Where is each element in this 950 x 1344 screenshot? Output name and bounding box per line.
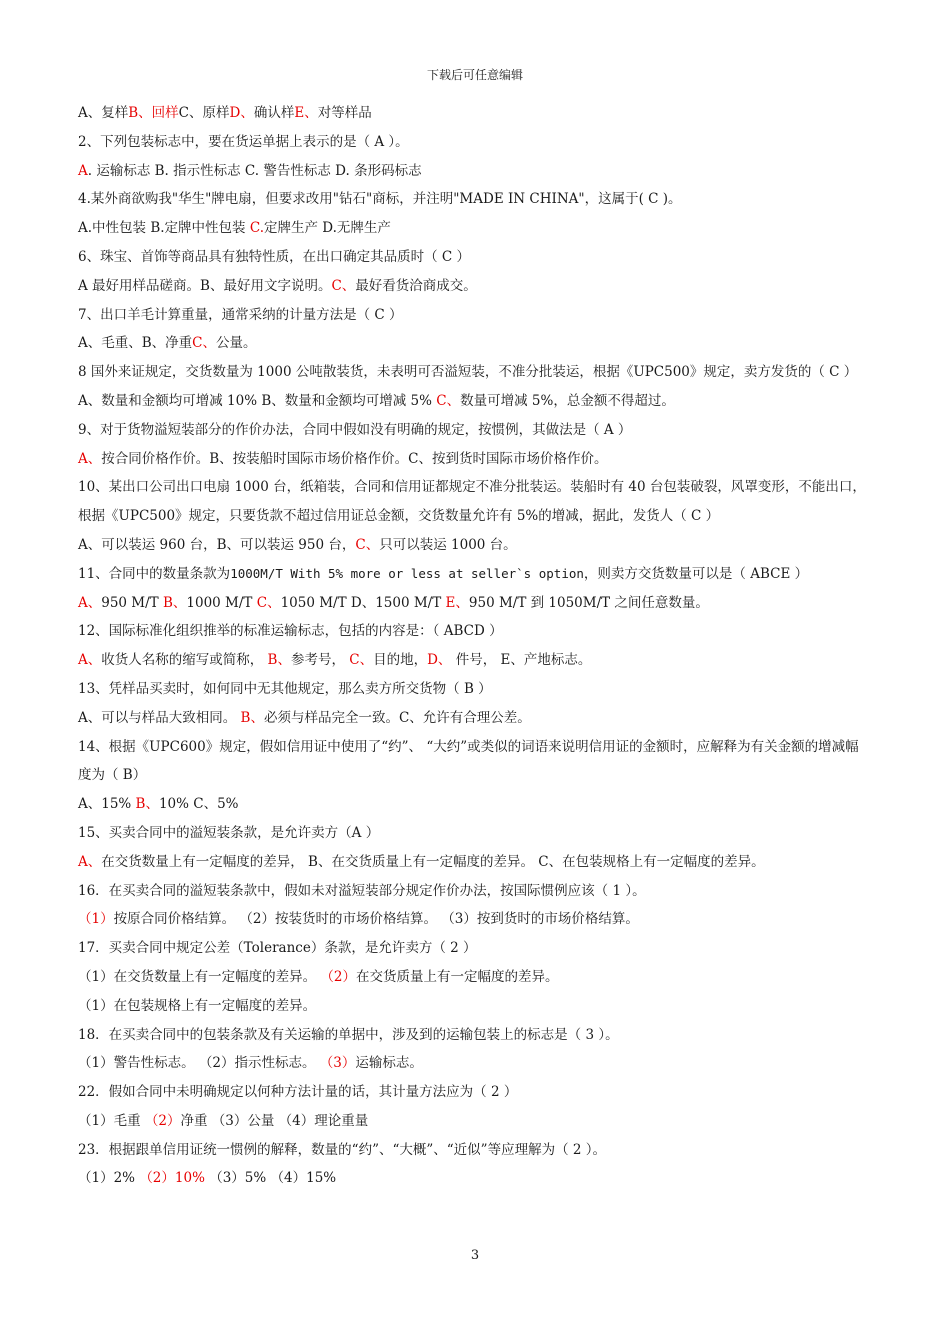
text-segment: 23．根据跟单信用证统一惯例的解释，数量的“约”、“大概”、“近似”等应理解为（ 2 ）。	[78, 1141, 607, 1158]
question-line	[78, 934, 868, 963]
text-segment: 只可以装运 1000 台。	[379, 536, 517, 553]
highlighted-answer: C.	[249, 220, 264, 237]
question-line	[78, 272, 868, 301]
text-segment: （1）在包装规格上有一定幅度的差异。	[78, 997, 317, 1014]
text-segment: 4.某外商欲购我"华生"牌电扇，但要求改用"钻石"商标，并注明"MADE IN CHINA"，这属于( C )。	[78, 191, 682, 208]
text-segment: 必须与样品完全一致。C、允许有合理公差。	[263, 709, 531, 726]
text-segment: 8 国外来证规定，交货数量为 1000 公吨散装货，未表明可否溢短装，不准分批装运，根据《UPC500》规定，卖方发货的（ C ）	[78, 364, 858, 381]
highlighted-answer: C、	[192, 335, 217, 352]
text-segment: 950 M/T	[101, 594, 163, 611]
text-segment: 1000M/T With 5% more or less at seller`s option	[230, 565, 584, 581]
question-line	[78, 1164, 868, 1193]
text-segment: 最好看货洽商成交。	[355, 277, 477, 294]
highlighted-answer: A、	[78, 853, 102, 870]
question-line	[78, 99, 868, 128]
highlighted-answer: A、	[78, 652, 102, 669]
highlighted-answer: B、	[162, 594, 187, 611]
question-line	[78, 646, 868, 675]
text-segment: A、毛重、B、净重	[78, 335, 193, 352]
highlighted-answer: A	[78, 162, 88, 179]
question-line	[78, 1107, 868, 1136]
text-segment: 数量可增减 5%，总金额不得超过。	[460, 392, 675, 409]
highlighted-answer: B、	[240, 709, 264, 726]
text-segment: 确认样	[253, 105, 295, 121]
highlighted-answer: B、	[135, 796, 159, 813]
question-line	[78, 560, 868, 589]
highlighted-answer: （1）	[78, 911, 114, 928]
question-line	[78, 992, 868, 1021]
page-header: 下载后可任意编辑	[426, 68, 523, 82]
question-line	[78, 329, 868, 358]
highlighted-answer: （2）	[320, 968, 356, 985]
highlighted-answer: C、	[256, 594, 281, 611]
text-segment: 9、对于货物溢短装部分的作价办法，合同中假如没有明确的规定，按惯例，其做法是（ A ）	[78, 421, 632, 438]
text-segment: 净重 （3）公量 （4）理论重量	[180, 1112, 369, 1129]
text-segment: A.中性包装 B.定牌中性包装	[78, 220, 250, 237]
text-segment: 在交货质量上有一定幅度的差异。	[355, 968, 559, 985]
highlighted-answer: C、	[355, 536, 380, 553]
text-segment: C、原样	[178, 105, 230, 121]
text-segment: 10、某出口公司出口电扇 1000 台，纸箱装，合同和信用证都规定不准分批装运。装船时有 40 台包装破裂，风罩变形，不能出口，根据《UPC500》规定，只要货款不超过信用证总金额，交货数量允许有 5%的增减，据此，发货人（ C ）	[78, 479, 866, 525]
question-line	[78, 301, 868, 330]
question-line	[78, 1136, 868, 1165]
text-segment: （3）5% （4）15%	[204, 1170, 337, 1187]
question-line	[78, 416, 868, 445]
text-segment: 定牌生产 D.无牌生产	[263, 220, 391, 237]
text-segment: 对等样品	[317, 105, 372, 121]
text-segment: 10% C、5%	[158, 796, 239, 813]
text-segment: 22．假如合同中未明确规定以何种方法计量的话，其计量方法应为（ 2 ）	[78, 1084, 518, 1101]
question-line	[78, 1021, 868, 1050]
text-segment: 17．买卖合同中规定公差（Tolerance）条款，是允许卖方（ 2 ）	[78, 940, 477, 957]
question-line	[78, 387, 868, 416]
question-line	[78, 675, 868, 704]
text-segment: A、复样	[78, 105, 129, 121]
highlighted-answer: D、	[229, 105, 254, 121]
page-number: 3	[470, 1248, 480, 1263]
text-segment: A 最好用样品磋商。B、最好用文字说明。	[78, 277, 332, 294]
text-segment: 2、下列包装标志中，要在货运单据上表示的是（ A ）。	[78, 133, 409, 150]
text-segment: A、可以装运 960 台，B、可以装运 950 台，	[78, 536, 356, 553]
highlighted-answer: （3）	[319, 1055, 356, 1072]
text-segment: ，则卖方交货数量可以是（ ABCE ）	[583, 565, 809, 582]
highlighted-answer: （2）10%	[139, 1170, 205, 1187]
text-segment: 14、根据《UPC600》规定，假如信用证中使用了“约”、 “大约”或类似的词语来说明信用证的金额时，应解释为有关金额的增减幅度为（ B）	[78, 738, 859, 784]
text-segment: 18．在买卖合同中的包装条款及有关运输的单据中，涉及到的运输包装上的标志是（ 3 ）。	[78, 1026, 619, 1043]
highlighted-answer: B、回样	[128, 105, 179, 121]
text-segment: 7、出口羊毛计算重量，通常采纳的计量方法是（ C ）	[78, 306, 403, 323]
text-segment: 收货人名称的缩写或简称，	[101, 652, 268, 669]
highlighted-answer: A、	[78, 594, 102, 611]
question-line	[78, 704, 868, 733]
highlighted-answer: C、	[436, 392, 461, 409]
question-line	[78, 819, 868, 848]
text-segment: 公量。	[216, 335, 257, 352]
question-line	[78, 128, 868, 157]
text-segment: 13、凭样品买卖时，如何同中无其他规定，那么卖方所交货物（ B ）	[78, 680, 492, 697]
text-segment: （1）2%	[78, 1170, 140, 1187]
text-segment: A、数量和金额均可增减 10% B、数量和金额均可增减 5%	[78, 392, 437, 409]
text-segment: 1000 M/T	[186, 594, 257, 611]
question-line	[78, 733, 868, 791]
text-segment: 15、买卖合同中的溢短装条款，是允许卖方（A ）	[78, 824, 380, 841]
question-line	[78, 617, 868, 646]
highlighted-answer: A、	[78, 450, 102, 467]
question-line	[78, 963, 868, 992]
document-body	[78, 99, 868, 1193]
text-segment: 12、国际标准化组织推举的标准运输标志，包括的内容是：（ ABCD ）	[78, 623, 503, 640]
text-segment: 运输标志。	[355, 1055, 423, 1072]
question-line	[78, 1049, 868, 1078]
highlighted-answer: C、	[349, 652, 374, 669]
text-segment: 在交货数量上有一定幅度的差异， B、在交货质量上有一定幅度的差异。 C、在包装规格上有一定幅度的差异。	[101, 853, 765, 870]
highlighted-answer: （2）	[144, 1112, 181, 1129]
question-line	[78, 214, 868, 243]
question-line	[78, 1078, 868, 1107]
question-line	[78, 531, 868, 560]
text-segment: A、可以与样品大致相同。	[78, 709, 241, 726]
highlighted-answer: D、	[427, 652, 452, 669]
text-segment: . 运输标志 B. 指示性标志 C. 警告性标志 D. 条形码标志	[87, 162, 422, 179]
question-line	[78, 877, 868, 906]
text-segment: 按原合同价格结算。 （2）按装货时的市场价格结算。 （3）按到货时的市场价格结算。	[113, 911, 639, 928]
text-segment: 16．在买卖合同的溢短装条款中，假如未对溢短装部分规定作价办法，按国际惯例应该（ 1 ）。	[78, 882, 646, 899]
highlighted-answer: C、	[331, 277, 356, 294]
question-line	[78, 358, 868, 387]
text-segment: 件号， E、产地标志。	[451, 652, 592, 669]
question-line	[78, 790, 868, 819]
text-segment: 11、合同中的数量条款为	[78, 565, 231, 582]
text-segment: （1）毛重	[78, 1112, 145, 1129]
text-segment: 6、珠宝、首饰等商品具有独特性质，在出口确定其品质时（ C ）	[78, 248, 471, 265]
highlighted-answer: E、	[445, 594, 469, 611]
text-segment: 按合同价格作价。B、按装船时国际市场价格作价。C、按到货时国际市场价格作价。	[101, 450, 608, 467]
question-line	[78, 185, 868, 214]
question-line	[78, 243, 868, 272]
highlighted-answer: B、	[267, 652, 291, 669]
question-line	[78, 905, 868, 934]
highlighted-answer: E、	[294, 105, 318, 121]
question-line	[78, 445, 868, 474]
text-segment: 1050 M/T D、1500 M/T	[280, 594, 446, 611]
question-line	[78, 589, 868, 618]
text-segment: 目的地，	[373, 652, 428, 669]
question-line	[78, 473, 868, 531]
text-segment: A、15%	[78, 796, 136, 813]
text-segment: 950 M/T 到 1050M/T 之间任意数量。	[468, 594, 709, 611]
text-segment: （1）在交货数量上有一定幅度的差异。	[78, 968, 321, 985]
text-segment: （1）警告性标志。 （2）指示性标志。	[78, 1055, 320, 1072]
question-line	[78, 157, 868, 186]
text-segment: 参考号，	[290, 652, 350, 669]
question-line	[78, 848, 868, 877]
